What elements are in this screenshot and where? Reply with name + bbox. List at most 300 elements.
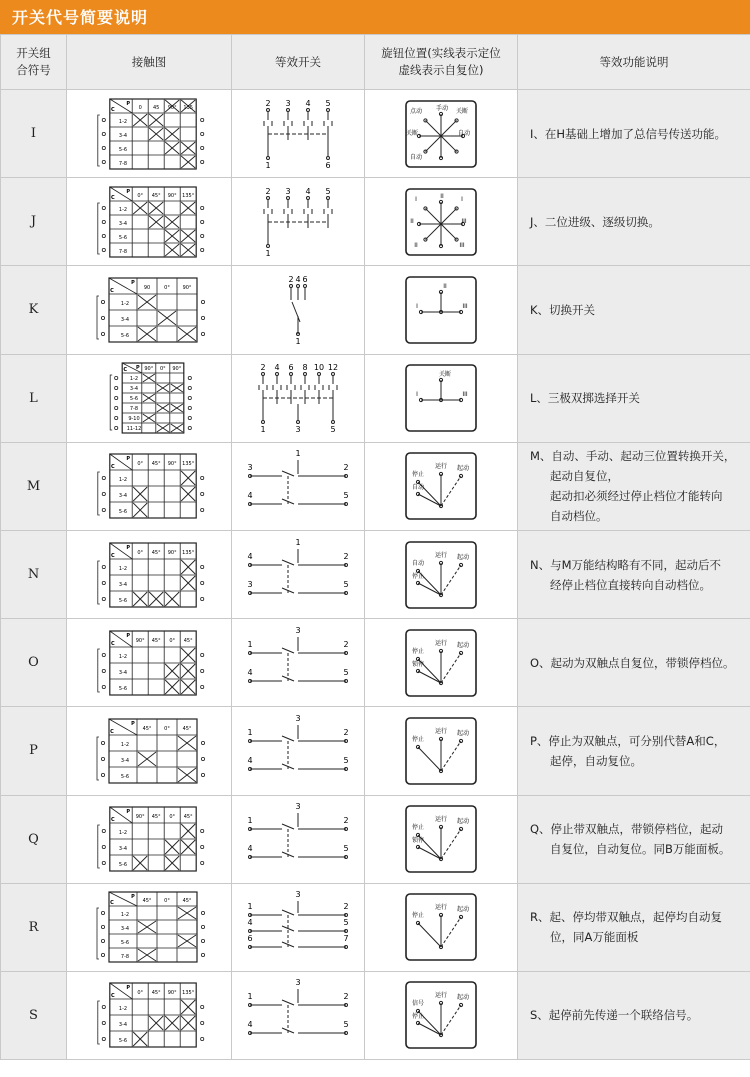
- knob-label: I: [461, 195, 463, 203]
- terminal-number: 3: [295, 625, 301, 635]
- diagram-label: P: [126, 632, 131, 639]
- contact-row-label: 5-6: [118, 234, 128, 241]
- diagram-label: C: [110, 900, 114, 907]
- knob-label: 自动: [457, 129, 471, 137]
- terminal-number: 5: [343, 667, 349, 677]
- contact-head-label: 90°: [182, 285, 192, 292]
- contact-row-label: 1-2: [118, 830, 128, 837]
- equivalent-switch-diagram: [238, 975, 358, 1055]
- terminal-number: 2: [288, 274, 294, 284]
- contact-head-label: 45°: [182, 726, 192, 733]
- equivalent-switch-diagram: [238, 270, 358, 350]
- knob-cell: [365, 530, 518, 618]
- equivalent-switch-diagram: [238, 623, 358, 703]
- terminal-number: 3: [247, 463, 253, 473]
- equiv-cell: [232, 883, 365, 971]
- contact-diagram: [74, 182, 224, 262]
- knob-label: II: [410, 217, 414, 225]
- table-row: [1, 266, 750, 354]
- terminal-number: 4: [305, 186, 311, 196]
- terminal-number: 5: [343, 1020, 349, 1030]
- contact-head-label: 90°: [144, 366, 154, 373]
- contact-head-label: 45°: [183, 814, 193, 821]
- terminal-number: 3: [295, 713, 301, 723]
- terminal-number: 5: [325, 186, 331, 196]
- terminal-number: 4: [247, 667, 253, 677]
- knob-position-diagram: [402, 449, 480, 523]
- contact-cell: [67, 795, 232, 883]
- knob-cell: [365, 178, 518, 266]
- contact-row-label: 3-4: [129, 386, 139, 393]
- contact-row-label: 3-4: [120, 317, 130, 324]
- terminal-number: 2: [260, 363, 266, 373]
- terminal-number: 5: [343, 918, 349, 928]
- terminal-number: 1: [247, 992, 253, 1002]
- equivalent-switch-diagram: [238, 535, 358, 615]
- contact-row-label: 5-6: [118, 509, 128, 516]
- contact-diagram: [74, 358, 224, 438]
- table-row: [1, 178, 750, 266]
- knob-cell: [365, 707, 518, 795]
- knob-position-diagram: [402, 97, 480, 171]
- terminal-number: 5: [325, 98, 331, 108]
- contact-head-label: 90: [143, 285, 151, 292]
- table-row: [1, 354, 750, 442]
- equivalent-switch-diagram: [238, 182, 358, 262]
- contact-head-label: 135: [183, 104, 193, 111]
- knob-label: 关断: [438, 371, 452, 379]
- contact-row-label: 1-2: [120, 742, 130, 749]
- contact-head-label: 90°: [135, 637, 145, 644]
- terminal-number: 2: [343, 902, 349, 912]
- knob-cell: [365, 795, 518, 883]
- contact-head-label: 0°: [164, 898, 170, 905]
- contact-head-label: 45°: [151, 461, 161, 468]
- terminal-number: 1: [247, 902, 253, 912]
- contact-row-label: 9-10: [128, 416, 140, 423]
- knob-label: 自动: [409, 153, 423, 161]
- contact-head-label: 45°: [151, 637, 161, 644]
- description-line: S、起停前先传递一个联络信号。: [530, 1008, 699, 1023]
- contact-head-label: 45°: [151, 549, 161, 556]
- contact-head-label: 135°: [182, 990, 195, 997]
- contact-row-label: 3-4: [118, 846, 128, 853]
- description-line: R、起、停均带双触点，起停均自动复: [530, 910, 722, 925]
- header-code-line: 开关组: [16, 46, 51, 60]
- knob-label: 起动: [456, 818, 470, 826]
- diagram-label: C: [110, 640, 115, 647]
- diagram-label: P: [126, 544, 131, 551]
- function-description: [518, 90, 750, 178]
- terminal-number: 1: [260, 425, 266, 435]
- contact-cell: [67, 266, 232, 354]
- description-line: 经停止档位直接转向自动档位。: [550, 577, 711, 592]
- diagram-label: P: [126, 456, 131, 463]
- header-equiv: 等效开关: [232, 35, 365, 90]
- terminal-number: 3: [295, 890, 301, 900]
- knob-cell: [365, 971, 518, 1059]
- table-row: [1, 883, 750, 971]
- diagram-label: C: [110, 194, 115, 201]
- knob-label: 运行: [434, 639, 448, 647]
- knob-label: 停止: [411, 1013, 425, 1021]
- contact-diagram: [74, 535, 224, 615]
- contact-head-label: 135°: [182, 549, 195, 556]
- contact-head-label: 135°: [182, 461, 195, 468]
- terminal-number: 2: [343, 639, 349, 649]
- terminal-number: 4: [295, 274, 301, 284]
- contact-row-label: 3-4: [118, 581, 128, 588]
- description-line: P、停止为双触点，可分别代替A和C，: [530, 733, 726, 748]
- contact-cell: [67, 90, 232, 178]
- contact-row-label: 3-4: [118, 669, 128, 676]
- contact-row-label: 3-4: [120, 926, 130, 933]
- contact-head-label: 0°: [169, 637, 176, 644]
- table-row: [1, 707, 750, 795]
- description-line: 自动档位。: [550, 509, 608, 524]
- description-line: K、切换开关: [530, 302, 596, 317]
- table-header: [1, 35, 750, 90]
- contact-row-label: 1-2: [118, 653, 128, 660]
- knob-position-diagram: [402, 890, 480, 964]
- contact-head-label: 135°: [182, 192, 195, 199]
- contact-row-label: 1-2: [118, 565, 128, 572]
- knob-cell: [365, 442, 518, 530]
- knob-label: I: [416, 302, 418, 310]
- equivalent-switch-diagram: [238, 446, 358, 526]
- function-description: [518, 971, 750, 1059]
- function-description: [518, 266, 750, 354]
- equiv-cell: [232, 707, 365, 795]
- title-bar: [0, 0, 750, 34]
- diagram-label: P: [131, 279, 135, 286]
- terminal-number: 6: [325, 160, 331, 170]
- contact-row-label: 7-8: [118, 160, 128, 167]
- contact-row-label: 5-6: [118, 862, 128, 869]
- knob-cell: [365, 354, 518, 442]
- knob-label: 停止: [411, 912, 425, 920]
- contact-head-label: 0°: [137, 549, 144, 556]
- contact-cell: [67, 178, 232, 266]
- knob-position-diagram: [402, 714, 480, 788]
- contact-row-label: 3-4: [118, 493, 128, 500]
- contact-row-label: 1-2: [118, 1006, 128, 1013]
- knob-position-diagram: [402, 273, 480, 347]
- terminal-number: 1: [265, 160, 271, 170]
- contact-head-label: 0°: [137, 990, 144, 997]
- contact-head-label: 90°: [167, 104, 177, 111]
- function-description: [518, 442, 750, 530]
- equiv-cell: [232, 266, 365, 354]
- contact-diagram: [74, 799, 224, 879]
- knob-label: I: [416, 391, 418, 399]
- knob-label: III: [459, 241, 465, 249]
- knob-label: 停止: [411, 647, 425, 655]
- contact-row-label: 1-2: [118, 206, 128, 213]
- contact-head-label: 90°: [135, 814, 145, 821]
- contact-cell: [67, 883, 232, 971]
- equivalent-switch-diagram: [238, 799, 358, 879]
- terminal-number: 2: [265, 98, 271, 108]
- diagram-label: P: [126, 809, 131, 816]
- function-description: [518, 178, 750, 266]
- terminal-number: 4: [247, 491, 253, 501]
- knob-label: 停止: [411, 572, 425, 580]
- contact-head-label: 0°: [164, 726, 170, 733]
- contact-row-label: 5-6: [118, 146, 128, 153]
- switch-code: O: [1, 619, 67, 707]
- contact-row-label: 7-8: [120, 954, 130, 961]
- contact-head-label: 0: [138, 104, 142, 111]
- header-contact: 接触图: [67, 35, 232, 90]
- contact-head-label: 45°: [151, 192, 161, 199]
- knob-label: 起动: [456, 465, 470, 473]
- knob-cell: [365, 90, 518, 178]
- contact-head-label: 90°: [167, 461, 177, 468]
- equiv-cell: [232, 530, 365, 618]
- header-knob-line: 旋钮位置(实线表示定位: [381, 46, 501, 60]
- table-row: [1, 971, 750, 1059]
- header-code: [1, 35, 67, 90]
- diagram-label: P: [135, 365, 140, 372]
- knob-label: 关断: [405, 129, 419, 137]
- contact-head-label: 0°: [137, 192, 144, 199]
- knob-label: 运行: [434, 992, 448, 1000]
- terminal-number: 1: [295, 336, 301, 346]
- knob-label: 停止: [411, 735, 425, 743]
- contact-head-label: 90°: [167, 990, 177, 997]
- terminal-number: 5: [343, 579, 349, 589]
- equivalent-switch-diagram: [238, 94, 358, 174]
- knob-label: 手动: [435, 104, 449, 112]
- contact-diagram: [74, 446, 224, 526]
- header-knob-line: 虚线表示自复位): [398, 63, 484, 77]
- switch-code: I: [1, 90, 67, 178]
- contact-head-label: 90°: [167, 192, 177, 199]
- contact-row-label: 5-6: [129, 396, 139, 403]
- switch-code: S: [1, 971, 67, 1059]
- contact-head-label: 0°: [164, 285, 170, 292]
- equiv-cell: [232, 619, 365, 707]
- page-title: 开关代号简要说明: [12, 8, 149, 27]
- diagram-label: C: [110, 728, 114, 735]
- terminal-number: 10: [313, 363, 325, 373]
- contact-row-label: 1-2: [118, 118, 128, 125]
- diagram-label: C: [110, 552, 115, 559]
- terminal-number: 2: [265, 186, 271, 196]
- function-description: [518, 795, 750, 883]
- header-func: 等效功能说明: [518, 35, 750, 90]
- knob-label: III: [461, 217, 467, 225]
- terminal-number: 3: [295, 802, 301, 812]
- equiv-cell: [232, 90, 365, 178]
- contact-row-label: 3-4: [118, 220, 128, 227]
- contact-row-label: 5-6: [118, 685, 128, 692]
- diagram-label: C: [110, 287, 114, 294]
- terminal-number: 4: [247, 755, 253, 765]
- description-line: I、在H基础上增加了总信号传送功能。: [530, 126, 727, 141]
- terminal-number: 4: [274, 363, 280, 373]
- switch-code: L: [1, 354, 67, 442]
- switch-code: M: [1, 442, 67, 530]
- terminal-number: 5: [343, 755, 349, 765]
- contact-row-label: 5-6: [120, 333, 130, 340]
- terminal-number: 1: [265, 248, 271, 258]
- contact-diagram: [74, 623, 224, 703]
- knob-label: II: [443, 282, 447, 290]
- equiv-cell: [232, 442, 365, 530]
- header-knob: [365, 35, 518, 90]
- knob-label: 点动: [409, 107, 423, 115]
- contact-cell: [67, 354, 232, 442]
- contact-diagram: [74, 711, 224, 791]
- knob-label: 运行: [434, 551, 448, 559]
- terminal-number: 12: [327, 363, 339, 373]
- terminal-number: 4: [247, 551, 253, 561]
- terminal-number: 5: [343, 844, 349, 854]
- knob-position-diagram: [402, 361, 480, 435]
- contact-head-label: 45°: [183, 637, 193, 644]
- code-table: [0, 34, 750, 1060]
- description-line: 起动扣必须经过停止档位才能转向: [550, 489, 723, 504]
- function-description: [518, 883, 750, 971]
- terminal-number: 2: [343, 463, 349, 473]
- knob-label: 运行: [434, 904, 448, 912]
- knob-label: 自动: [411, 559, 425, 567]
- table-row: [1, 442, 750, 530]
- diagram-label: C: [123, 367, 128, 374]
- terminal-number: 7: [343, 934, 349, 944]
- terminal-number: 4: [247, 844, 253, 854]
- description-line: J、二位进级、逐级切换。: [530, 214, 660, 229]
- contact-diagram: [74, 887, 224, 967]
- switch-code: R: [1, 883, 67, 971]
- knob-label: 起动: [456, 641, 470, 649]
- knob-label: II: [440, 192, 444, 200]
- equiv-cell: [232, 795, 365, 883]
- contact-row-label: 5-6: [118, 1038, 128, 1045]
- knob-cell: [365, 266, 518, 354]
- table-row: [1, 619, 750, 707]
- description-line: 起停，自动复位。: [550, 753, 642, 768]
- equivalent-switch-diagram: [238, 887, 358, 967]
- knob-position-diagram: [402, 626, 480, 700]
- contact-row-label: 5-6: [118, 597, 128, 604]
- switch-code: J: [1, 178, 67, 266]
- contact-row-label: 3-4: [118, 132, 128, 139]
- contact-row-label: 7-8: [118, 248, 128, 255]
- table-row: [1, 90, 750, 178]
- switch-code: P: [1, 707, 67, 795]
- diagram-label: P: [126, 188, 131, 195]
- equiv-cell: [232, 971, 365, 1059]
- terminal-number: 3: [295, 978, 301, 988]
- contact-head-label: 0°: [137, 461, 144, 468]
- diagram-label: C: [110, 464, 115, 471]
- contact-row-label: 3-4: [118, 1022, 128, 1029]
- terminal-number: 1: [247, 639, 253, 649]
- diagram-label: C: [110, 817, 115, 824]
- diagram-label: P: [126, 985, 131, 992]
- terminal-number: 2: [343, 551, 349, 561]
- contact-head-label: 45°: [142, 898, 152, 905]
- contact-diagram: [74, 975, 224, 1055]
- contact-cell: [67, 971, 232, 1059]
- contact-head-label: 0°: [169, 814, 176, 821]
- table-row: [1, 795, 750, 883]
- contact-diagram: [74, 270, 224, 350]
- knob-label: 信号: [411, 1000, 425, 1008]
- knob-label: 自动: [411, 484, 425, 492]
- contact-head-label: 45°: [151, 814, 161, 821]
- terminal-number: 3: [247, 579, 253, 589]
- diagram-label: P: [126, 100, 131, 107]
- contact-head-label: 90°: [167, 549, 177, 556]
- knob-label: 关断: [455, 107, 469, 115]
- terminal-number: 1: [295, 449, 301, 459]
- table-row: [1, 530, 750, 618]
- diagram-label: P: [131, 894, 135, 901]
- knob-label: 锁停: [411, 837, 425, 845]
- contact-diagram: [74, 94, 224, 174]
- description-line: 位，同A万能面板: [550, 930, 639, 945]
- knob-cell: [365, 883, 518, 971]
- terminal-number: 2: [343, 727, 349, 737]
- switch-code: K: [1, 266, 67, 354]
- terminal-number: 1: [295, 537, 301, 547]
- terminal-number: 3: [285, 186, 291, 196]
- terminal-number: 6: [288, 363, 294, 373]
- knob-label: 停止: [411, 824, 425, 832]
- switch-code: Q: [1, 795, 67, 883]
- contact-row-label: 1-2: [129, 376, 139, 383]
- function-description: [518, 530, 750, 618]
- function-description: [518, 354, 750, 442]
- terminal-number: 1: [247, 727, 253, 737]
- description-line: 自复位，自动复位。同B万能面板。: [550, 842, 731, 857]
- terminal-number: 1: [247, 816, 253, 826]
- contact-head-label: 45°: [142, 726, 152, 733]
- contact-row-label: 5-6: [120, 774, 130, 781]
- contact-row-label: 11-12: [126, 426, 142, 433]
- contact-row-label: 1-2: [120, 912, 130, 919]
- knob-label: 起动: [456, 994, 470, 1002]
- header-code-line: 合符号: [16, 63, 51, 77]
- contact-row-label: 1-2: [118, 477, 128, 484]
- terminal-number: 5: [330, 425, 336, 435]
- equivalent-switch-diagram: [238, 711, 358, 791]
- terminal-number: 2: [343, 992, 349, 1002]
- knob-label: II: [414, 241, 418, 249]
- terminal-number: 4: [247, 918, 253, 928]
- knob-label: 停止: [411, 471, 425, 479]
- knob-label: 起动: [456, 906, 470, 914]
- knob-cell: [365, 619, 518, 707]
- knob-position-diagram: [402, 185, 480, 259]
- knob-label: 运行: [434, 463, 448, 471]
- contact-head-label: 90°: [172, 366, 182, 373]
- contact-row-label: 1-2: [120, 301, 130, 308]
- knob-position-diagram: [402, 802, 480, 876]
- knob-label: III: [462, 391, 468, 399]
- terminal-number: 6: [302, 274, 308, 284]
- knob-label: 运行: [434, 727, 448, 735]
- terminal-number: 4: [305, 98, 311, 108]
- knob-position-diagram: [402, 538, 480, 612]
- contact-row-label: 3-4: [120, 758, 130, 765]
- terminal-number: 3: [285, 98, 291, 108]
- contact-cell: [67, 442, 232, 530]
